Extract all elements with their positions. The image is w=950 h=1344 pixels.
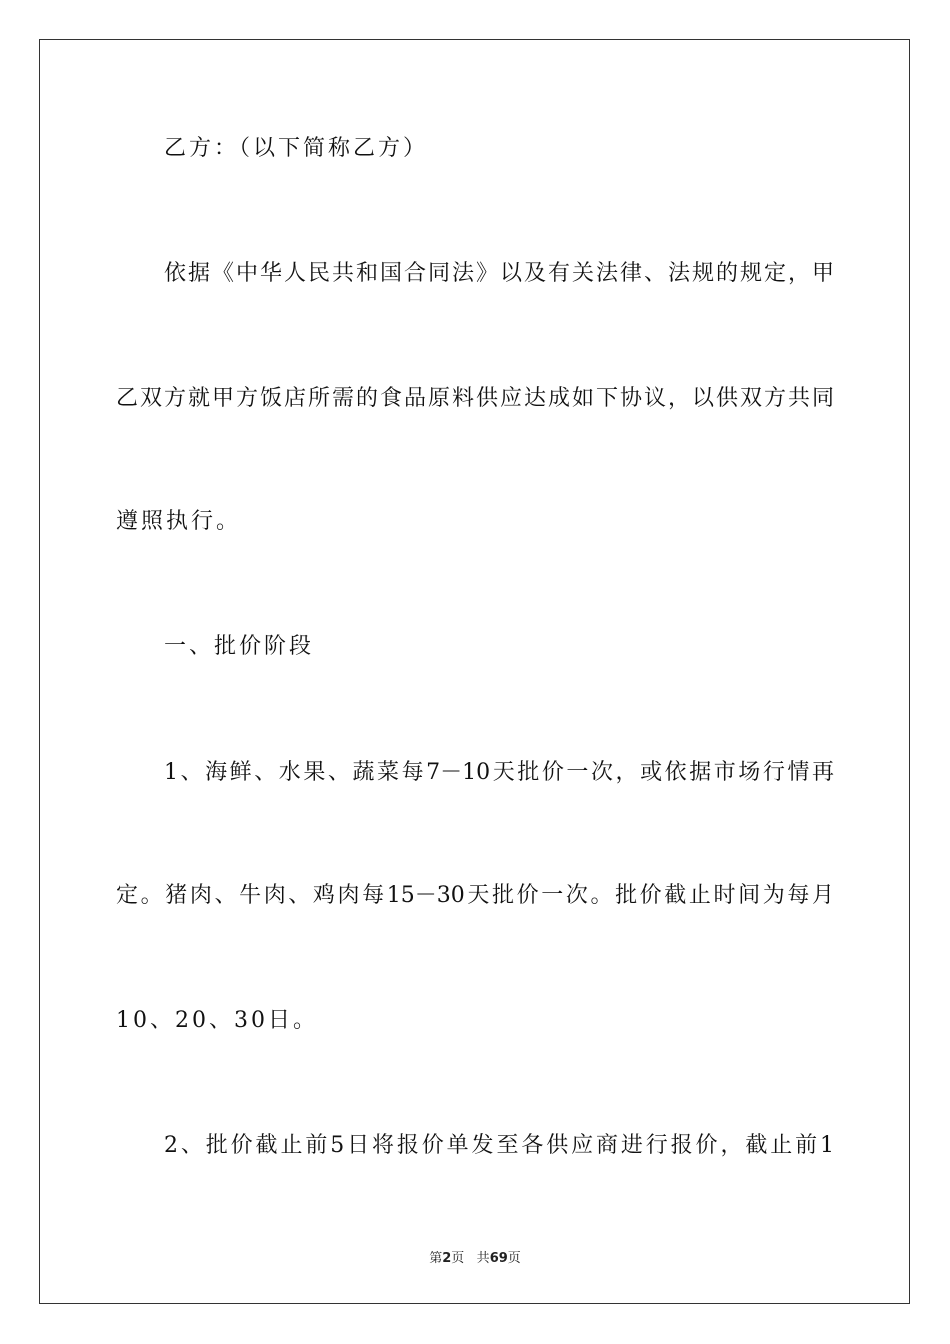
total-pages: 69 (489, 1251, 508, 1266)
paragraph-line: 1、海鲜、水果、蔬菜每7－10天批价一次，或依据市场行情再 (164, 760, 834, 785)
page-suffix: 页 (451, 1251, 465, 1266)
paragraph-line: 乙双方就甲方饭店所需的食品原料供应达成如下协议，以供双方共同 (116, 386, 834, 411)
page-border (39, 39, 910, 1304)
party-b-line: 乙方：（以下简称乙方） (164, 136, 429, 161)
page-number: 2 (442, 1251, 452, 1266)
paragraph-line: 2、批价截止前5日将报价单发至各供应商进行报价，截止前1 (164, 1133, 834, 1158)
paragraph-line: 遵照执行。 (116, 509, 242, 534)
total-suffix: 页 (507, 1251, 521, 1266)
paragraph-line: 依据《中华人民共和国合同法》以及有关法律、法规的规定，甲 (164, 261, 834, 286)
paragraph-line: 定。猪肉、牛肉、鸡肉每15－30天批价一次。批价截止时间为每月 (116, 883, 834, 908)
page-footer (0, 1247, 950, 1266)
total-prefix: 共 (476, 1251, 490, 1266)
section-heading: 一、批价阶段 (164, 634, 315, 659)
paragraph-line: 10、20、30日。 (116, 1008, 318, 1033)
page-prefix: 第 (429, 1251, 443, 1266)
